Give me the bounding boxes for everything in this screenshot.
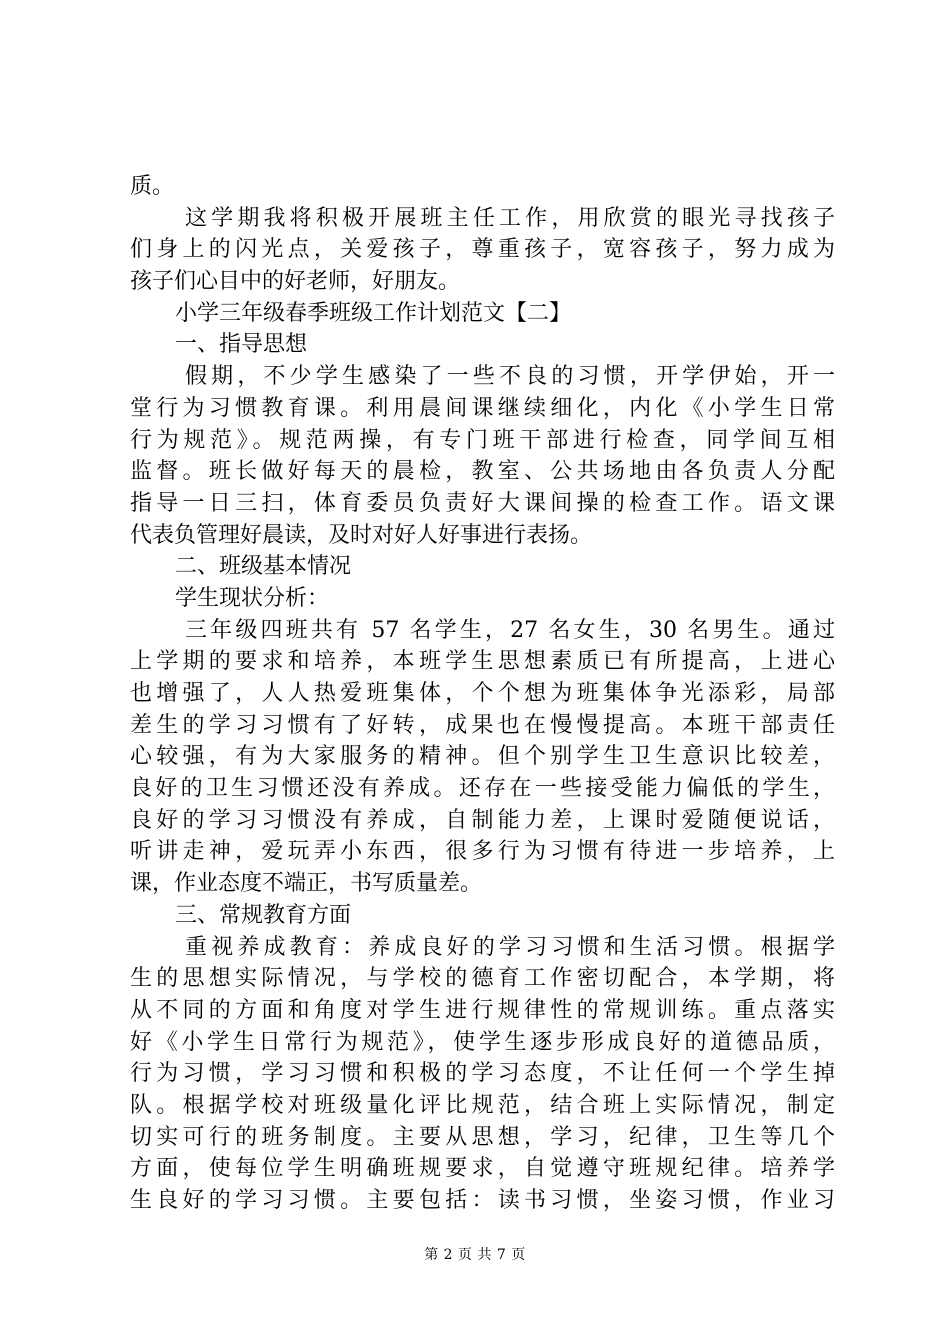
page-number-footer: 第 2 页 共 7 页 (424, 1247, 526, 1263)
text-line: 听讲走神，爱玩弄小东西，很多行为习惯有待进一步培养，上 (130, 839, 835, 865)
section-heading: 二、班级基本情况 (175, 554, 352, 580)
paragraph-start-line: 重视养成教育：养成良好的学习习惯和生活习惯。根据学 (185, 934, 835, 960)
text-line: 心较强，有为大家服务的精神。但个别学生卫生意识比较差， (130, 744, 835, 770)
text-line: 行为习惯，学习习惯和积极的学习态度，不让任何一个学生掉 (130, 1061, 835, 1087)
section-heading: 一、指导思想 (175, 332, 308, 358)
text-line: 孩子们心目中的好老师，好朋友。 (130, 269, 461, 295)
text-line: 良好的卫生习惯还没有养成。还存在一些接受能力偏低的学生， (130, 776, 835, 802)
document-body (130, 171, 835, 1217)
text-line: 课，作业态度不端正，书写质量差。 (130, 871, 483, 897)
subheading: 学生现状分析： (175, 585, 330, 611)
text-line: 差生的学习习惯有了好转，成果也在慢慢提高。本班干部责任 (130, 712, 835, 738)
text-line: 良好的学习习惯没有养成，自制能力差，上课时爱随便说话， (130, 807, 835, 833)
paragraph-start-line: 三年级四班共有 57 名学生，27 名女生，30 名男生。通过 (185, 617, 835, 643)
section-title: 小学三年级春季班级工作计划范文【二】 (175, 300, 572, 326)
text-line: 方面，使每位学生明确班规要求，自觉遵守班规纪律。培养学 (130, 1156, 835, 1182)
text-line: 指导一日三扫，体育委员负责好大课间操的检查工作。语文课 (130, 490, 835, 516)
text-line: 好《小学生日常行为规范》，使学生逐步形成良好的道德品质， (130, 1029, 835, 1055)
text-line: 们身上的闪光点，关爱孩子，尊重孩子，宽容孩子，努力成为 (130, 237, 835, 263)
text-line: 上学期的要求和培养，本班学生思想素质已有所提高，上进心 (130, 649, 835, 675)
text-line: 生良好的学习习惯。主要包括：读书习惯，坐姿习惯，作业习 (130, 1188, 835, 1213)
text-line: 行为规范》。规范两操，有专门班干部进行检查，同学间互相 (130, 427, 835, 453)
text-line: 切实可行的班务制度。主要从思想，学习，纪律，卫生等几个 (130, 1124, 835, 1150)
text-line: 代表负管理好晨读，及时对好人好事进行表扬。 (130, 522, 593, 548)
paragraph-start-line: 假期，不少学生感染了一些不良的习惯，开学伊始，开一 (185, 364, 835, 390)
text-line: 监督。班长做好每天的晨检，教室、公共场地由各负责人分配 (130, 459, 835, 485)
text-line: 质。 (130, 174, 175, 199)
text-line: 生的思想实际情况，与学校的德育工作密切配合，本学期，将 (130, 966, 835, 992)
section-heading: 三、常规教育方面 (175, 902, 352, 928)
text-line: 队。根据学校对班级量化评比规范，结合班上实际情况，制定 (130, 1092, 835, 1118)
text-line: 堂行为习惯教育课。利用晨间课继续细化，内化《小学生日常 (130, 395, 835, 421)
text-line: 也增强了，人人热爱班集体，个个想为班集体争光添彩，局部 (130, 681, 835, 706)
paragraph-start-line: 这学期我将积极开展班主任工作，用欣赏的眼光寻找孩子 (185, 205, 835, 231)
text-line: 从不同的方面和角度对学生进行规律性的常规训练。重点落实 (130, 997, 835, 1023)
